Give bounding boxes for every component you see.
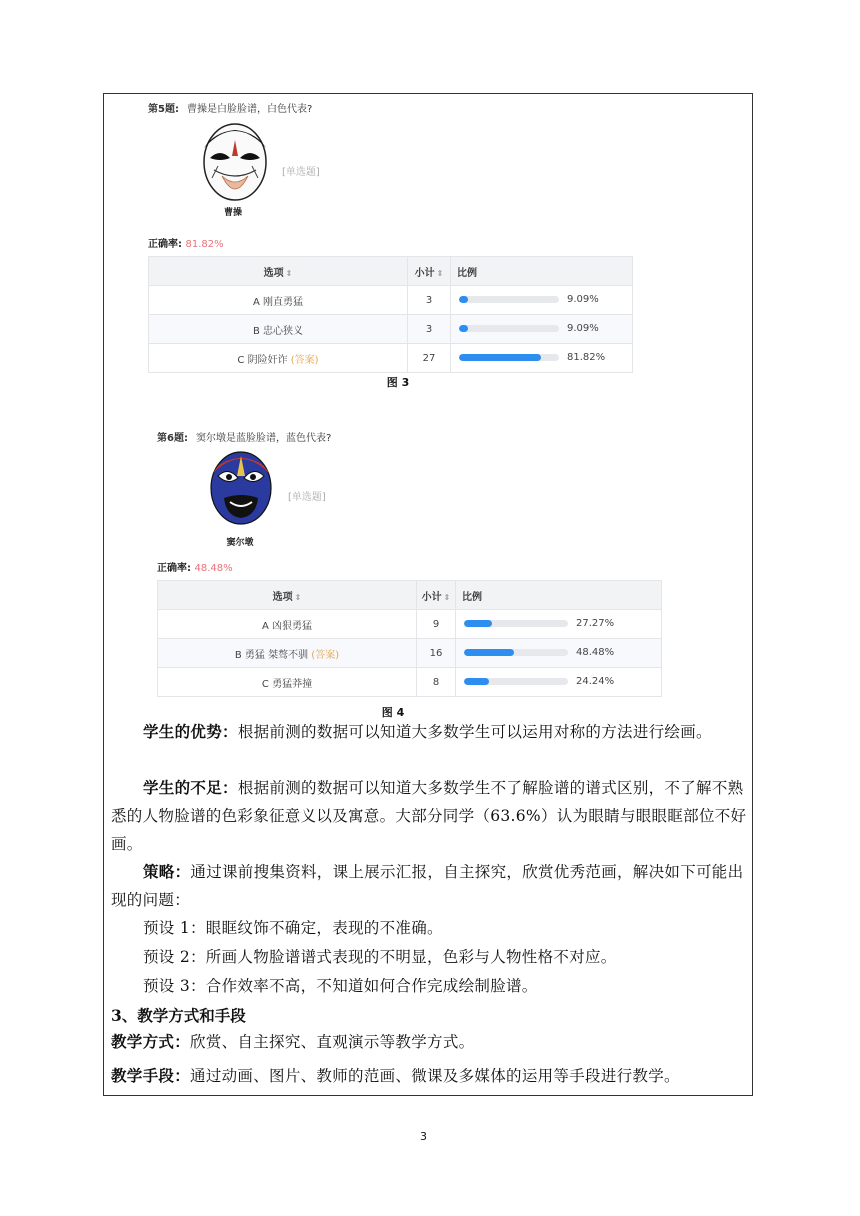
question5-text: 曹操是白脸脸谱，白色代表? [186,104,313,115]
section-heading: 3、教学方式和手段 [111,1006,246,1025]
strategy-paragraph [111,858,747,914]
progress-fill [459,325,468,332]
table-row [158,639,662,668]
count-cell: 3 [408,315,451,344]
dou-erdun-mask-image [206,446,276,528]
sort-icon[interactable]: ⇕ [285,268,293,278]
question6-result-table [157,580,662,697]
progress-fill [464,649,514,656]
question6-text: 窦尔墩是蓝脸脸谱，蓝色代表? [195,433,332,444]
question5-title [148,100,312,115]
progress-fill [464,678,489,685]
ratio-header: 比例 [456,581,662,610]
progress-fill [459,296,468,303]
option-header[interactable]: 选项 ⇕ [158,581,417,610]
question5-number: 第5题: [148,104,179,115]
weakness-label: 学生的不足： [143,778,238,797]
strategy-body: 通过课前搜集资料，课上展示汇报，自主探究，欣赏优秀范画，解决如下可能出现的问题： [111,863,744,909]
sort-icon[interactable]: ⇕ [436,268,444,278]
percent-label: 81.82% [567,352,606,364]
table-row [158,610,662,639]
progress-bar [459,354,559,361]
option-cell: A 凶狠勇猛 [158,610,417,639]
method-body: 欣赏、自主探究、直观演示等教学方式。 [190,1033,475,1051]
question5-accuracy-label: 正确率: [148,239,182,250]
question6-accuracy-value: 48.48% [194,563,233,574]
figure-4-caption: 图 4 [381,706,405,719]
ratio-cell [456,639,662,668]
strategy-label: 策略： [143,862,191,881]
question5-type-tag: [单选题] [282,167,320,178]
table-row [149,315,633,344]
count-cell: 16 [417,639,456,668]
sort-icon[interactable]: ⇕ [294,592,302,602]
progress-bar [459,296,559,303]
advantage-label: 学生的优势： [143,722,238,741]
means-body: 通过动画、图片、教师的范画、微课及多媒体的运用等手段进行教学。 [190,1067,680,1085]
table-row [149,286,633,315]
preset-1: 预设 1：眼眶纹饰不确定，表现的不准确。 [143,919,443,937]
question5-result-table [148,256,633,373]
percent-label: 48.48% [576,647,615,659]
advantage-body: 根据前测的数据可以知道大多数学生可以运用对称的方法进行绘画。 [237,723,712,741]
question5-accuracy-value: 81.82% [185,239,224,250]
ratio-cell [451,315,633,344]
means-label: 教学手段： [111,1066,191,1085]
question6-accuracy [157,559,233,574]
weakness-paragraph [111,774,747,858]
page-number: 3 [420,1130,427,1143]
percent-label: 9.09% [567,294,599,306]
means-paragraph [111,1062,747,1090]
option-cell: B 勇猛 桀骜不驯 (答案) [158,639,417,668]
table-row [158,668,662,697]
question6-title [157,429,331,444]
question6-accuracy-label: 正确率: [157,563,191,574]
percent-label: 27.27% [576,618,615,630]
ratio-cell [451,286,633,315]
option-header[interactable]: 选项 ⇕ [149,257,408,286]
option-cell: C 勇猛莽撞 [158,668,417,697]
table-header-row [149,257,633,286]
ratio-cell [451,344,633,373]
table-header-row [158,581,662,610]
method-paragraph [111,1028,747,1056]
question5-accuracy [148,235,224,250]
option-cell: A 刚直勇猛 [149,286,408,315]
preset-2: 预设 2：所画人物脸谱谱式表现的不明显，色彩与人物性格不对应。 [143,948,617,966]
count-header[interactable]: 小计 ⇕ [417,581,456,610]
preset-3: 预设 3：合作效率不高，不知道如何合作完成绘制脸谱。 [143,977,538,995]
weakness-body: 根据前测的数据可以知道大多数学生不了解脸谱的谱式区别，不了解不熟悉的人物脸谱的色彩象征意义以及寓意。大部分同学（63.6%）认为眼睛与眼眼眶部位不好画。 [111,779,747,853]
ratio-header: 比例 [451,257,633,286]
question6-type-tag: [单选题] [288,492,326,503]
ratio-cell [456,610,662,639]
count-cell: 8 [417,668,456,697]
sort-icon[interactable]: ⇕ [443,592,451,602]
cao-cao-mask-image [196,118,274,206]
count-cell: 3 [408,286,451,315]
option-cell: C 阴险奸诈 (答案) [149,344,408,373]
progress-bar [464,678,568,685]
table-row [149,344,633,373]
advantage-paragraph [111,718,747,746]
figure-3-caption: 图 3 [386,376,410,389]
progress-fill [464,620,492,627]
progress-fill [459,354,541,361]
ratio-cell [456,668,662,697]
progress-bar [464,649,568,656]
question6-number: 第6题: [157,433,188,444]
percent-label: 9.09% [567,323,599,335]
percent-label: 24.24% [576,676,615,688]
progress-bar [459,325,559,332]
progress-bar [464,620,568,627]
count-header[interactable]: 小计 ⇕ [408,257,451,286]
method-label: 教学方式： [111,1032,191,1051]
option-cell: B 忠心狭义 [149,315,408,344]
question5-mask-label: 曹操 [223,208,242,218]
count-cell: 9 [417,610,456,639]
count-cell: 27 [408,344,451,373]
question6-mask-label: 窦尔墩 [226,538,254,548]
